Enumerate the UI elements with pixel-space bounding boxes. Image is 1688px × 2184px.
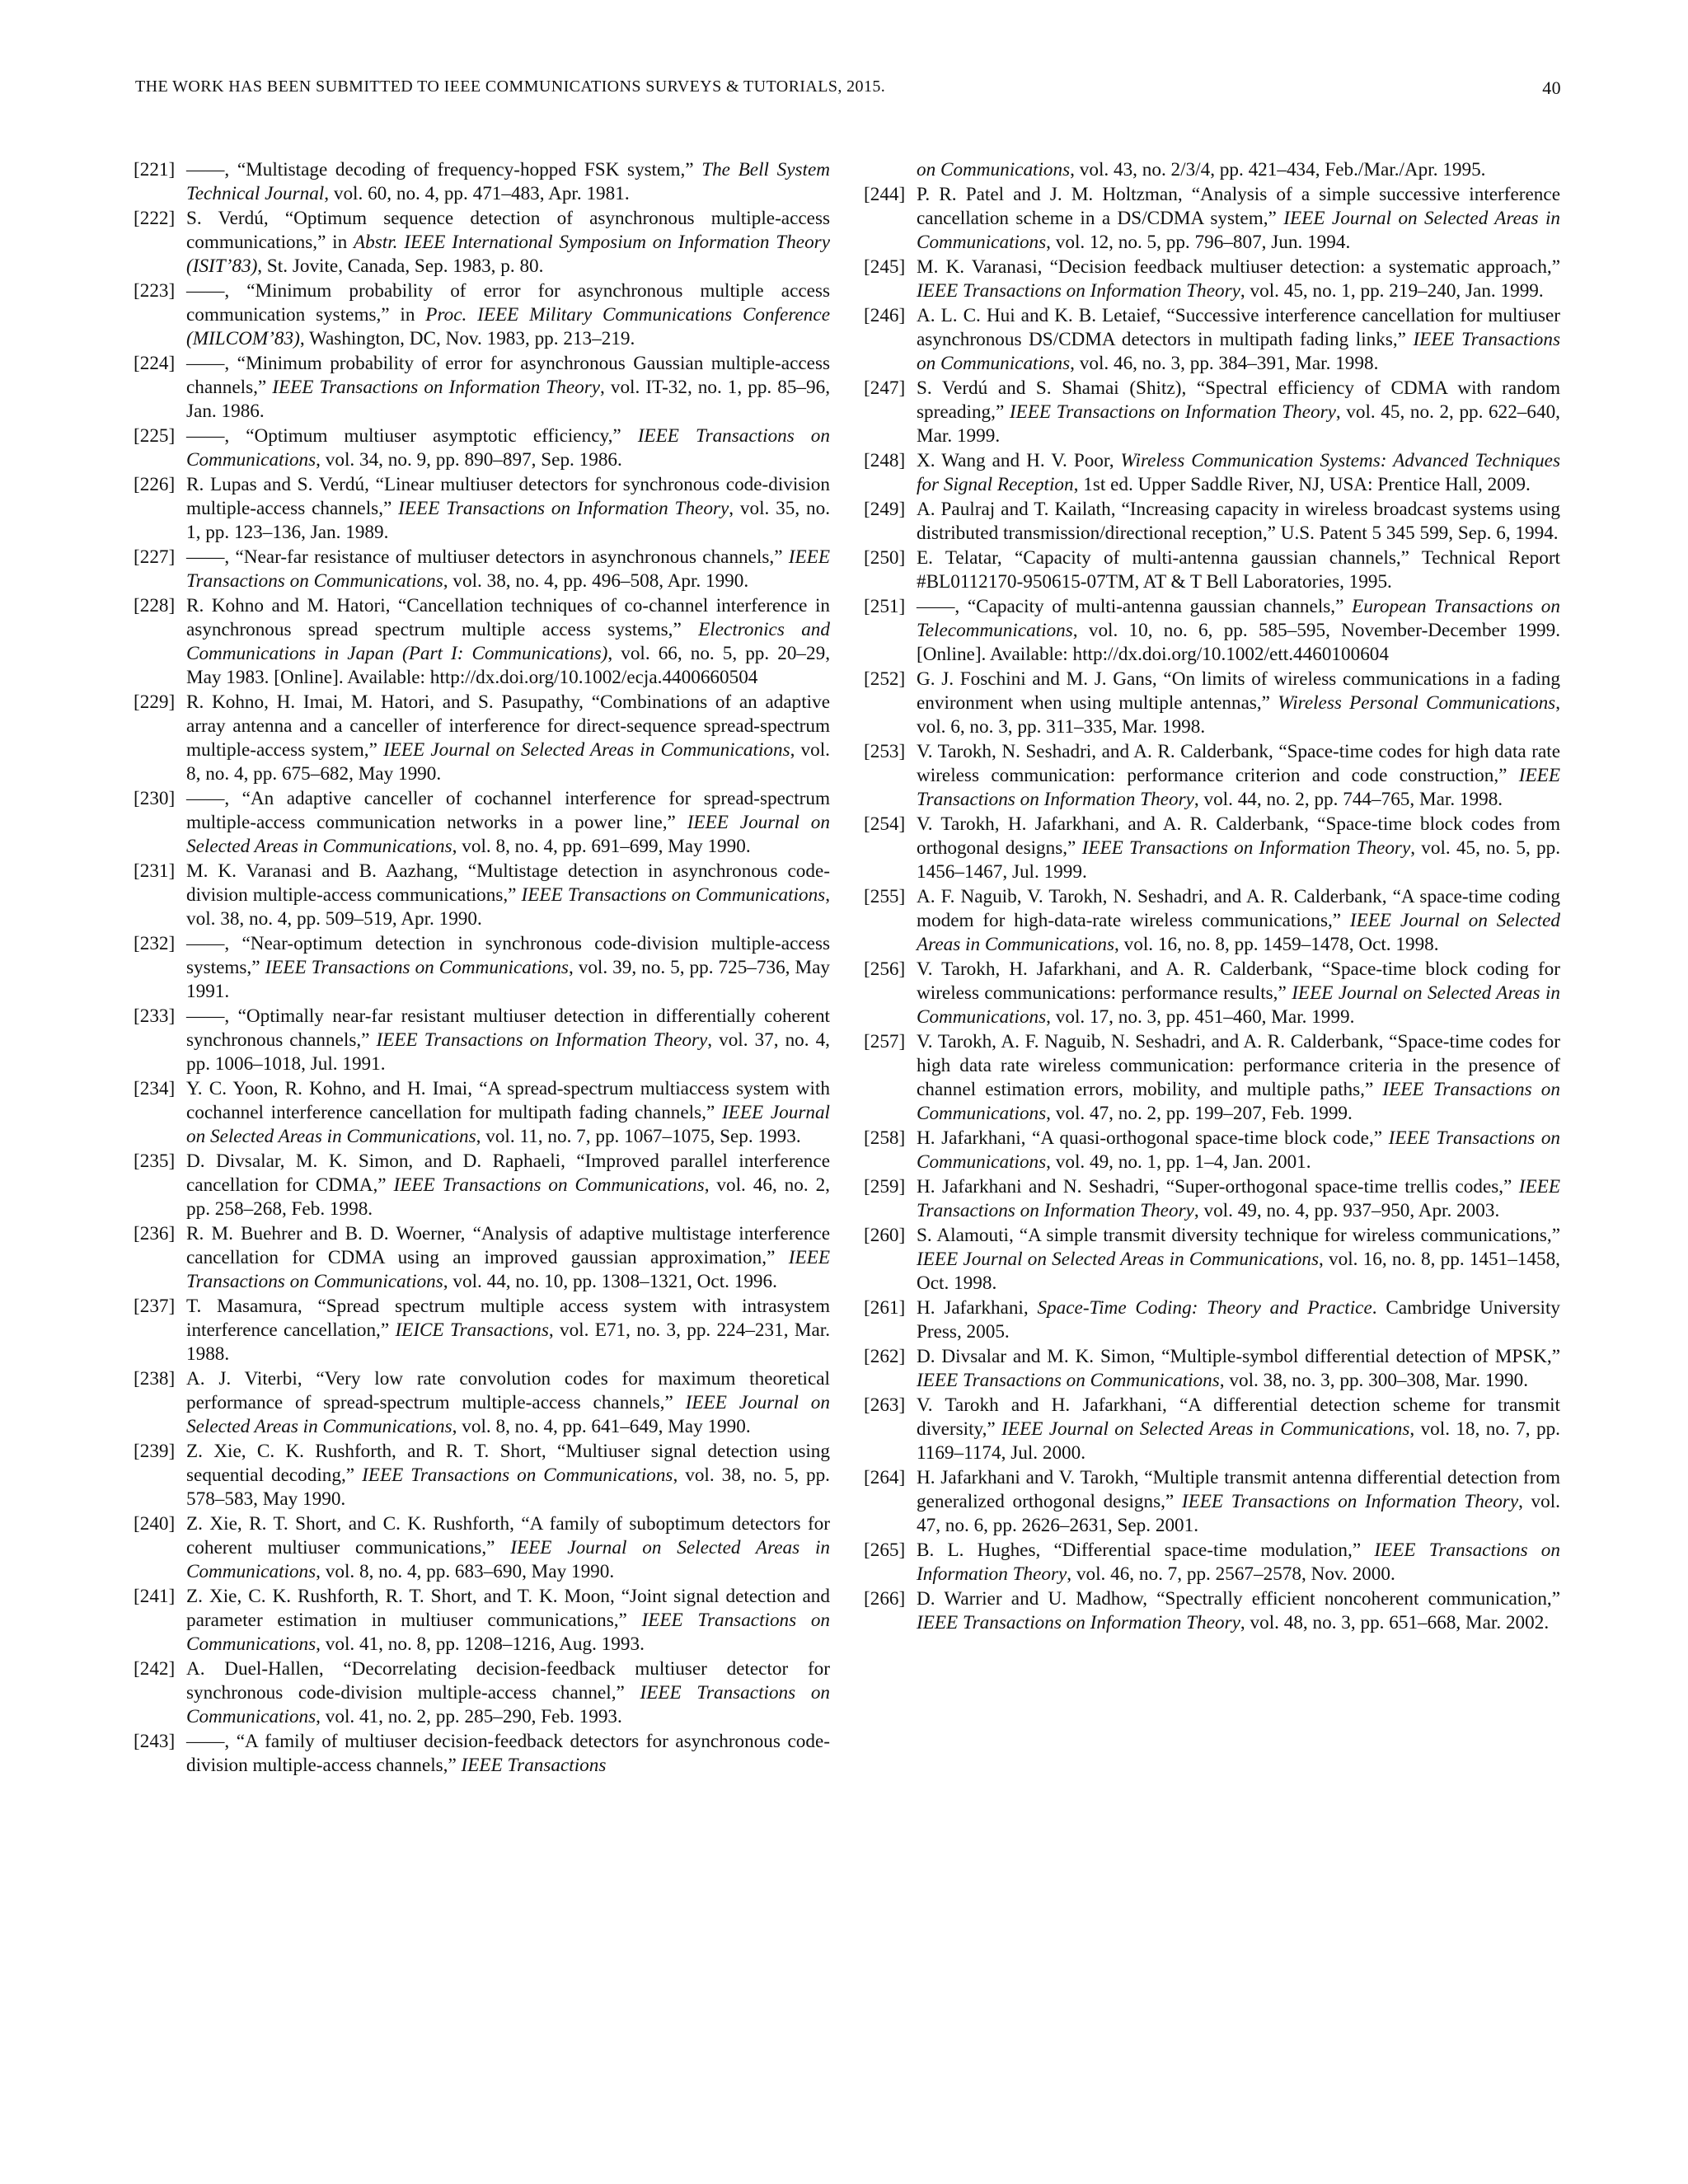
reference-number: [236] <box>134 1223 176 1244</box>
reference-text <box>917 1224 1560 1296</box>
reference-text-segment: V. Tarokh and H. Jafarkhani, “A differential detection scheme for transmit diversity,” <box>917 1394 1560 1440</box>
reference-entry <box>134 279 830 351</box>
reference-number: [248] <box>864 450 906 471</box>
reference-text <box>186 1367 830 1439</box>
reference-entry <box>134 1730 830 1778</box>
reference-text-segment: X. Wang and H. V. Poor, <box>917 450 1121 471</box>
reference-venue: IEEE Transactions on Information Theory <box>917 1540 1560 1585</box>
reference-venue: IEEE Transactions on Information Theory <box>272 377 601 398</box>
reference-text-segment: R. Kohno, H. Imai, M. Hatori, and S. Pasupathy, “Combinations of an adaptive array antenna and a canceller of interference for direct-sequence spread-spectrum multiple-access system,” <box>186 691 830 761</box>
reference-entry <box>134 1077 830 1149</box>
reference-text-segment: , vol. 49, no. 4, pp. 937–950, Apr. 2003. <box>1193 1200 1500 1221</box>
reference-venue: IEEE Transactions on Communications <box>186 425 830 471</box>
reference-text-segment: D. Divsalar and M. K. Simon, “Multiple-symbol differential detection of MPSK,” <box>917 1346 1560 1367</box>
reference-text-segment: , vol. 8, no. 4, pp. 675–682, May 1990. <box>186 739 830 785</box>
reference-venue: IEEE Transactions on Communications <box>186 1610 831 1655</box>
reference-number: [249] <box>864 499 906 520</box>
reference-text-segment: , vol. 45, no. 2, pp. 622–640, Mar. 1999. <box>917 401 1560 447</box>
reference-text <box>917 304 1560 376</box>
reference-text-segment: , vol. 41, no. 8, pp. 1208–1216, Aug. 1993. <box>316 1633 645 1655</box>
references-left-column <box>134 158 830 1779</box>
reference-entry <box>864 158 1560 182</box>
reference-entry <box>864 1127 1560 1174</box>
reference-number: [242] <box>134 1658 176 1680</box>
reference-text-segment: ——, “Minimum probability of error for asynchronous Gaussian multiple-access channels,” <box>186 353 830 398</box>
reference-entry <box>864 1030 1560 1126</box>
reference-venue: IEEE Journal on Selected Areas in Communications <box>917 910 1560 955</box>
reference-text-segment: , vol. 47, no. 6, pp. 2626–2631, Sep. 2001. <box>917 1491 1560 1536</box>
reference-text <box>917 813 1560 884</box>
reference-text-segment: , vol. 48, no. 3, pp. 651–668, Mar. 2002. <box>1240 1612 1550 1633</box>
reference-text-segment: , vol. 38, no. 5, pp. 578–583, May 1990. <box>186 1465 830 1510</box>
reference-text <box>186 594 830 690</box>
reference-venue: IEEE Transactions on Communications <box>393 1174 705 1196</box>
reference-text-segment: , vol. 45, no. 1, pp. 219–240, Jan. 1999. <box>1240 280 1544 302</box>
reference-entry <box>134 1585 830 1657</box>
reference-entry <box>864 255 1560 303</box>
reference-text <box>917 740 1560 812</box>
reference-text-segment: E. Telatar, “Capacity of multi-antenna gaussian channels,” Technical Report #BL0112170-950615-07TM, AT & T Bell Laboratories, 1995. <box>917 547 1560 593</box>
reference-text <box>186 473 830 545</box>
reference-entry <box>864 1394 1560 1465</box>
reference-number: [223] <box>134 280 176 302</box>
reference-text <box>186 546 830 593</box>
reference-number: [226] <box>134 474 176 495</box>
reference-entry <box>864 1224 1560 1296</box>
reference-entry <box>864 377 1560 448</box>
reference-text-segment: , vol. 47, no. 2, pp. 199–207, Feb. 1999. <box>1046 1103 1353 1124</box>
reference-text <box>917 1127 1560 1174</box>
reference-entry <box>134 1367 830 1439</box>
reference-entry <box>134 787 830 859</box>
reference-text-segment: , vol. 34, no. 9, pp. 890–897, Sep. 1986. <box>316 449 622 471</box>
reference-number: [241] <box>134 1586 176 1607</box>
reference-text-segment: R. Lupas and S. Verdú, “Linear multiuser detectors for synchronous code-division multiple-access channels,” <box>186 474 830 519</box>
reference-text-segment: S. Verdú, “Optimum sequence detection of asynchronous multiple-access communications,” in <box>186 208 830 253</box>
reference-text-segment: A. L. C. Hui and K. B. Letaief, “Successive interference cancellation for multiuser asynchronous DS/CDMA detectors in multipath fading links,” <box>917 305 1560 350</box>
reference-text-segment: S. Alamouti, “A simple transmit diversity technique for wireless communications,” <box>917 1225 1560 1246</box>
reference-text-segment: , vol. 60, no. 4, pp. 471–483, Apr. 1981. <box>324 183 630 204</box>
reference-number: [240] <box>134 1513 176 1535</box>
reference-text-segment: S. Verdú and S. Shamai (Shitz), “Spectral efficiency of CDMA with random spreading,” <box>917 377 1560 423</box>
running-header-title: THE WORK HAS BEEN SUBMITTED TO IEEE COMMUNICATIONS SURVEYS & TUTORIALS, 2015. <box>135 77 886 96</box>
reference-entry <box>864 813 1560 884</box>
reference-text-segment: H. Jafarkhani, <box>917 1297 1038 1319</box>
reference-text-segment: , vol. 8, no. 4, pp. 691–699, May 1990. <box>452 836 751 857</box>
reference-venue: IEEE Transactions on Communications <box>186 1682 831 1727</box>
reference-text <box>917 377 1560 448</box>
reference-venue: IEEE Journal on Selected Areas in Communications <box>186 812 830 857</box>
reference-entry <box>864 1466 1560 1538</box>
reference-text-segment: , vol. 16, no. 8, pp. 1459–1478, Oct. 1998. <box>1114 934 1439 955</box>
reference-text-segment: A. Duel-Hallen, “Decorrelating decision-feedback multiuser detector for synchronous code-division multiple-access channel,” <box>186 1658 830 1704</box>
reference-text <box>186 860 830 931</box>
reference-number: [229] <box>134 691 176 713</box>
reference-entry <box>864 740 1560 812</box>
reference-text-segment: , vol. 8, no. 4, pp. 641–649, May 1990. <box>452 1416 751 1437</box>
reference-text <box>186 1222 830 1294</box>
reference-entry <box>134 1222 830 1294</box>
reference-text-segment: Y. C. Yoon, R. Kohno, and H. Imai, “A spread-spectrum multiaccess system with cochannel interference cancellation for multipath fading channels,” <box>186 1078 830 1123</box>
reference-text-segment: , vol. 16, no. 8, pp. 1451–1458, Oct. 1998. <box>917 1249 1560 1294</box>
reference-text-segment: ——, “Optimally near-far resistant multiuser detection in differentially coherent synchronous channels,” <box>186 1005 830 1051</box>
reference-number: [238] <box>134 1368 176 1390</box>
page-header <box>135 77 1561 105</box>
reference-number: [244] <box>864 184 906 205</box>
reference-number: [224] <box>134 353 176 374</box>
reference-text-segment: , vol. 44, no. 10, pp. 1308–1321, Oct. 1996. <box>443 1271 777 1292</box>
reference-entry <box>134 1657 830 1729</box>
reference-text <box>186 424 830 472</box>
reference-text-segment: P. R. Patel and J. M. Holtzman, “Analysis of a simple successive interference cancellation scheme in a DS/CDMA system,” <box>917 184 1560 229</box>
reference-text-segment: , vol. 66, no. 5, pp. 20–29, May 1983. [Online]. Available: http://dx.doi.org/10.1002/ecja.4400660504 <box>186 643 830 688</box>
reference-number: [252] <box>864 668 906 690</box>
reference-text-segment: A. J. Viterbi, “Very low rate convolution codes for maximum theoretical performance of spread-spectrum multiple-access channels,” <box>186 1368 830 1413</box>
reference-text <box>917 958 1560 1029</box>
reference-text <box>917 885 1560 957</box>
reference-text-segment: . Cambridge University Press, 2005. <box>917 1297 1561 1343</box>
reference-entry <box>864 1539 1560 1586</box>
reference-text <box>186 279 830 351</box>
reference-venue: IEEE Transactions <box>461 1755 607 1776</box>
reference-number: [254] <box>864 813 906 835</box>
reference-venue: IEEE Journal on Selected Areas in Communications <box>917 1249 1320 1270</box>
reference-number: [251] <box>864 596 906 617</box>
reference-number: [235] <box>134 1151 176 1172</box>
reference-venue: IEEE Journal on Selected Areas in Communications <box>186 1537 831 1582</box>
reference-venue: IEEE Transactions on Communications <box>917 1079 1560 1124</box>
reference-text <box>186 158 830 206</box>
reference-venue: Abstr. IEEE International Symposium on Information Theory (ISIT’83) <box>186 232 830 277</box>
reference-number: [257] <box>864 1031 906 1052</box>
reference-text-segment: , vol. 43, no. 2/3/4, pp. 421–434, Feb./Mar./Apr. 1995. <box>1070 159 1486 180</box>
reference-text-segment: , vol. 37, no. 4, pp. 1006–1018, Jul. 1991. <box>186 1029 830 1075</box>
reference-text <box>186 352 830 424</box>
reference-text <box>917 1175 1560 1223</box>
reference-venue: IEEE Journal on Selected Areas in Communications <box>186 1392 830 1437</box>
reference-text-segment: G. J. Foschini and M. J. Gans, “On limits of wireless communications in a fading environment when using multiple antennas,” <box>917 668 1560 714</box>
reference-text-segment: R. M. Buehrer and B. D. Woerner, “Analysis of adaptive multistage interference cancellation for CDMA using an improved gaussian approximation,” <box>186 1223 830 1268</box>
reference-number: [253] <box>864 741 906 762</box>
reference-venue: Wireless Communication Systems: Advanced Techniques for Signal Reception <box>917 450 1560 495</box>
reference-entry <box>864 498 1560 546</box>
reference-text <box>186 1150 830 1221</box>
reference-text-segment: M. K. Varanasi, “Decision feedback multiuser detection: a systematic approach,” <box>917 256 1560 278</box>
reference-text <box>186 207 830 279</box>
reference-text-segment: , vol. IT-32, no. 1, pp. 85–96, Jan. 1986. <box>186 377 830 422</box>
reference-text-segment: A. F. Naguib, V. Tarokh, N. Seshadri, and A. R. Calderbank, “A space-time coding modem for high-data-rate wireless communications,” <box>917 886 1560 931</box>
reference-text-segment: ——, “An adaptive canceller of cochannel interference for spread-spectrum multiple-access communication networks in a power line,” <box>186 788 830 833</box>
reference-text-segment: Z. Xie, C. K. Rushforth, and R. T. Short, “Multiuser signal detection using sequential decoding,” <box>186 1441 830 1486</box>
reference-venue: IEEE Transactions on Information Theory <box>1181 1491 1519 1512</box>
reference-text-segment: , vol. 18, no. 7, pp. 1169–1174, Jul. 2000. <box>917 1418 1560 1464</box>
reference-venue: Electronics and Communications in Japan (Part I: Communications) <box>186 619 830 664</box>
reference-text <box>186 1295 830 1366</box>
reference-entry <box>134 207 830 279</box>
reference-number: [245] <box>864 256 906 278</box>
references-right-column <box>864 158 1560 1636</box>
reference-text-segment: R. Kohno and M. Hatori, “Cancellation techniques of co-channel interference in asynchronous spread spectrum multiple access systems,” <box>186 595 830 640</box>
reference-text-segment: , vol. 8, no. 4, pp. 683–690, May 1990. <box>316 1561 615 1582</box>
reference-entry <box>864 1296 1560 1344</box>
reference-text <box>186 932 830 1004</box>
reference-text <box>917 595 1560 667</box>
reference-text-segment: , vol. 35, no. 1, pp. 123–136, Jan. 1989. <box>186 498 830 543</box>
reference-venue: IEEE Journal on Selected Areas in Communications <box>917 208 1560 253</box>
reference-number: [225] <box>134 425 176 447</box>
reference-text-segment: V. Tarokh, A. F. Naguib, N. Seshadri, and A. R. Calderbank, “Space-time codes for high data rate wireless communication: performance criteria in the presence of channel estimation errors, mobility, and multiple paths,” <box>917 1031 1560 1100</box>
reference-entry <box>864 958 1560 1029</box>
reference-entry <box>864 668 1560 739</box>
reference-text <box>186 691 830 786</box>
reference-venue: Space-Time Coding: Theory and Practice <box>1037 1297 1372 1319</box>
reference-entry <box>134 1295 830 1366</box>
reference-venue: IEEE Transactions on Information Theory <box>1081 837 1411 859</box>
reference-text <box>186 1512 830 1584</box>
reference-text-segment: , vol. 39, no. 5, pp. 725–736, May 1991. <box>186 957 830 1002</box>
reference-entry <box>134 1440 830 1511</box>
reference-text <box>917 668 1560 739</box>
reference-entry <box>134 424 830 472</box>
reference-number: [228] <box>134 595 176 616</box>
reference-text <box>917 158 1560 182</box>
reference-text <box>186 1005 830 1076</box>
reference-text-segment: , vol. E71, no. 3, pp. 224–231, Mar. 1988. <box>186 1319 830 1365</box>
reference-entry <box>134 352 830 424</box>
reference-text <box>917 1587 1560 1635</box>
reference-venue: IEEE Transactions on Communications <box>265 957 569 978</box>
reference-venue: IEEE Transactions on Communications <box>521 884 826 906</box>
reference-text <box>917 1539 1560 1586</box>
reference-text <box>917 1345 1560 1393</box>
reference-text-segment: ——, “Minimum probability of error for asynchronous multiple access communication systems,” in <box>186 280 830 326</box>
reference-venue: IEEE Transactions on Communications <box>362 1465 673 1486</box>
reference-text-segment: A. Paulraj and T. Kailath, “Increasing capacity in wireless broadcast systems using distributed transmission/directional reception,” U.S. Patent 5 345 599, Sep. 6, 1994. <box>917 499 1560 544</box>
reference-venue: IEEE Journal on Selected Areas in Communications <box>383 739 790 761</box>
reference-entry <box>134 932 830 1004</box>
reference-venue: IEEE Journal on Selected Areas in Communications <box>1001 1418 1410 1440</box>
reference-text-segment: , vol. 38, no. 4, pp. 496–508, Apr. 1990. <box>443 570 749 592</box>
reference-text-segment: T. Masamura, “Spread spectrum multiple access system with intrasystem interference cancellation,” <box>186 1296 830 1341</box>
reference-venue: IEEE Transactions on Information Theory <box>376 1029 708 1051</box>
reference-text-segment: D. Divsalar, M. K. Simon, and D. Raphaeli, “Improved parallel interference cancellation for CDMA,” <box>186 1151 830 1196</box>
reference-entry <box>864 449 1560 497</box>
reference-venue: IEEE Transactions on Information Theory <box>917 765 1560 810</box>
reference-text <box>186 1657 830 1729</box>
reference-text-segment: , vol. 44, no. 2, pp. 744–765, Mar. 1998. <box>1193 789 1503 810</box>
reference-number: [222] <box>134 208 176 229</box>
reference-number: [227] <box>134 546 176 568</box>
reference-text-segment: , vol. 46, no. 2, pp. 258–268, Feb. 1998. <box>186 1174 830 1220</box>
reference-venue: IEEE Journal on Selected Areas in Communications <box>917 982 1560 1028</box>
reference-number: [260] <box>864 1225 906 1246</box>
reference-number: [247] <box>864 377 906 399</box>
reference-number: [261] <box>864 1297 906 1319</box>
reference-text-segment: ——, “Optimum multiuser asymptotic efficiency,” <box>186 425 638 447</box>
reference-entry <box>134 158 830 206</box>
reference-venue: Proc. IEEE Military Communications Conference (MILCOM’83) <box>186 304 830 349</box>
reference-entry <box>864 1587 1560 1635</box>
reference-venue: IEEE Transactions on Information Theory <box>917 280 1240 302</box>
reference-number: [237] <box>134 1296 176 1317</box>
reference-venue: IEEE Transactions on Information Theory <box>1009 401 1336 423</box>
reference-text-segment: B. L. Hughes, “Differential space-time modulation,” <box>917 1540 1375 1561</box>
reference-text-segment: V. Tarokh, H. Jafarkhani, and A. R. Calderbank, “Space-time block coding for wireless communications: performance results,” <box>917 958 1560 1004</box>
reference-venue: IEEE Journal on Selected Areas in Communications <box>186 1102 830 1147</box>
reference-text-segment: , vol. 11, no. 7, pp. 1067–1075, Sep. 1993. <box>476 1126 801 1147</box>
reference-venue: IEEE Transactions on Communications <box>917 1127 1561 1173</box>
reference-text-segment: , vol. 46, no. 7, pp. 2567–2578, Nov. 2000. <box>1067 1563 1395 1585</box>
reference-text-segment: H. Jafarkhani, “A quasi-orthogonal space-time block code,” <box>917 1127 1389 1149</box>
reference-text-segment: H. Jafarkhani and V. Tarokh, “Multiple transmit antenna differential detection from generalized orthogonal designs,” <box>917 1467 1560 1512</box>
reference-number: [256] <box>864 958 906 980</box>
reference-text <box>917 1394 1560 1465</box>
reference-text <box>917 1466 1560 1538</box>
reference-venue: IEICE Transactions <box>395 1319 549 1341</box>
reference-entry <box>864 885 1560 957</box>
reference-venue: IEEE Transactions on Communications <box>917 329 1561 374</box>
reference-venue: Wireless Personal Communications <box>1278 692 1556 714</box>
reference-text-segment: , vol. 6, no. 3, pp. 311–335, Mar. 1998. <box>917 692 1560 738</box>
reference-number: [255] <box>864 886 906 907</box>
reference-number: [262] <box>864 1346 906 1367</box>
reference-text-segment: , vol. 38, no. 4, pp. 509–519, Apr. 1990. <box>186 884 830 930</box>
reference-text-segment: H. Jafarkhani and N. Seshadri, “Super-orthogonal space-time trellis codes,” <box>917 1176 1519 1197</box>
reference-number: [243] <box>134 1731 176 1752</box>
reference-entry <box>864 304 1560 376</box>
reference-entry <box>864 183 1560 255</box>
reference-entry <box>864 546 1560 594</box>
reference-text-segment: , vol. 38, no. 3, pp. 300–308, Mar. 1990. <box>1219 1370 1529 1391</box>
reference-text-segment: V. Tarokh, H. Jafarkhani, and A. R. Calderbank, “Space-time block codes from orthogonal designs,” <box>917 813 1560 859</box>
reference-text-segment: , 1st ed. Upper Saddle River, NJ, USA: Prentice Hall, 2009. <box>1073 474 1531 495</box>
page-number: 40 <box>1542 77 1561 98</box>
reference-entry <box>134 473 830 545</box>
reference-text-segment: , St. Jovite, Canada, Sep. 1983, p. 80. <box>257 255 544 277</box>
reference-text <box>917 255 1560 303</box>
reference-text <box>917 1030 1560 1126</box>
reference-text <box>186 1440 830 1511</box>
reference-text-segment: ——, “Near-optimum detection in synchronous code-division multiple-access systems,” <box>186 933 830 978</box>
reference-number: [250] <box>864 547 906 569</box>
reference-number: [233] <box>134 1005 176 1027</box>
reference-number: [246] <box>864 305 906 326</box>
reference-text-segment: Z. Xie, C. K. Rushforth, R. T. Short, and T. K. Moon, “Joint signal detection and parameter estimation in multiuser communications,” <box>186 1586 830 1631</box>
reference-text <box>917 183 1560 255</box>
reference-venue: IEEE Transactions on Communications <box>186 546 830 592</box>
reference-text <box>186 1585 830 1657</box>
reference-text-segment: ——, “Near-far resistance of multiuser detectors in asynchronous channels,” <box>186 546 789 568</box>
reference-number: [234] <box>134 1078 176 1099</box>
reference-entry <box>134 1150 830 1221</box>
reference-number: [231] <box>134 860 176 882</box>
reference-venue: The Bell System Technical Journal <box>186 159 830 204</box>
reference-entry <box>864 595 1560 667</box>
reference-number: [263] <box>864 1394 906 1416</box>
reference-venue: European Transactions on Telecommunications <box>917 596 1560 641</box>
reference-text-segment: , vol. 10, no. 6, pp. 585–595, November-December 1999. [Online]. Available: http://dx.doi.org/10.1002/ett.4460100604 <box>917 620 1560 665</box>
reference-text-segment: , vol. 49, no. 1, pp. 1–4, Jan. 2001. <box>1046 1151 1311 1173</box>
reference-text <box>186 1077 830 1149</box>
reference-number: [264] <box>864 1467 906 1488</box>
reference-number: [266] <box>864 1588 906 1610</box>
reference-text-segment: , vol. 41, no. 2, pp. 285–290, Feb. 1993. <box>316 1706 622 1727</box>
reference-number: [258] <box>864 1127 906 1149</box>
reference-text <box>917 498 1560 546</box>
reference-text <box>917 1296 1560 1344</box>
reference-text-segment: Z. Xie, R. T. Short, and C. K. Rushforth, “A family of suboptimum detectors for coherent multiuser communications,” <box>186 1513 830 1558</box>
reference-text-segment: , vol. 46, no. 3, pp. 384–391, Mar. 1998. <box>1070 353 1379 374</box>
reference-entry <box>134 546 830 593</box>
reference-venue: IEEE Transactions on Information Theory <box>398 498 729 519</box>
reference-text <box>917 546 1560 594</box>
reference-venue: IEEE Transactions on Communications <box>917 1370 1220 1391</box>
reference-text-segment: , vol. 17, no. 3, pp. 451–460, Mar. 1999. <box>1046 1006 1355 1028</box>
reference-entry <box>134 860 830 931</box>
reference-text <box>186 787 830 859</box>
reference-number: [221] <box>134 159 176 180</box>
reference-text-segment: V. Tarokh, N. Seshadri, and A. R. Calderbank, “Space-time codes for high data rate wireless communication: performance criterion and code construction,” <box>917 741 1560 786</box>
reference-entry <box>134 1512 830 1584</box>
reference-number: [259] <box>864 1176 906 1197</box>
reference-venue: on Communications <box>917 159 1071 180</box>
reference-text <box>186 1730 830 1778</box>
reference-entry <box>864 1175 1560 1223</box>
reference-text-segment: ——, “Multistage decoding of frequency-hopped FSK system,” <box>186 159 702 180</box>
reference-venue: IEEE Transactions on Communications <box>186 1247 830 1292</box>
reference-entry <box>864 1345 1560 1393</box>
reference-text-segment: ——, “A family of multiuser decision-feedback detectors for asynchronous code-division multiple-access channels,” <box>186 1731 830 1776</box>
reference-text <box>917 449 1560 497</box>
reference-text-segment: D. Warrier and U. Madhow, “Spectrally efficient noncoherent communication,” <box>917 1588 1560 1610</box>
reference-number: [232] <box>134 933 176 954</box>
reference-text-segment: , vol. 12, no. 5, pp. 796–807, Jun. 1994. <box>1046 232 1351 253</box>
reference-text-segment: , vol. 45, no. 5, pp. 1456–1467, Jul. 1999. <box>917 837 1560 883</box>
reference-text-segment: , Washington, DC, Nov. 1983, pp. 213–219. <box>299 328 635 349</box>
reference-number: [230] <box>134 788 176 809</box>
reference-text-segment: ——, “Capacity of multi-antenna gaussian channels,” <box>917 596 1353 617</box>
reference-venue: IEEE Transactions on Information Theory <box>917 1176 1560 1221</box>
reference-venue: IEEE Transactions on Information Theory <box>917 1612 1240 1633</box>
reference-number: [265] <box>864 1540 906 1561</box>
reference-text-segment: M. K. Varanasi and B. Aazhang, “Multistage detection in asynchronous code-division multiple-access communications,” <box>186 860 830 906</box>
reference-entry <box>134 594 830 690</box>
reference-number: [239] <box>134 1441 176 1462</box>
reference-entry <box>134 691 830 786</box>
reference-entry <box>134 1005 830 1076</box>
